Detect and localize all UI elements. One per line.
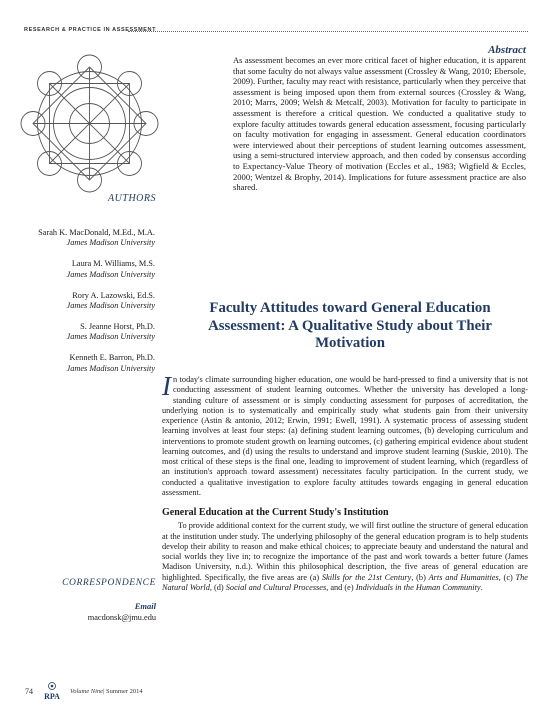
- area-e: Individuals in the Human Community: [355, 582, 481, 592]
- section-end: .: [480, 582, 483, 592]
- author-affiliation: James Madison University: [66, 238, 155, 248]
- area-d: Social and Cultural Processes: [225, 582, 327, 592]
- volume-label: Volume Nine: [70, 687, 104, 695]
- email-link[interactable]: macdonsk@jmu.edu: [87, 613, 156, 622]
- issue-label: | Summer 2014: [103, 687, 143, 695]
- correspondence-heading: CORRESPONDENCE: [62, 578, 156, 588]
- area-b: Arts and Humanities: [428, 572, 499, 582]
- sep-c: , (c): [498, 572, 516, 582]
- author-name: Kenneth E. Barron, Ph.D.: [69, 353, 155, 363]
- author-name: Rory A. Lazowski, Ed.S.: [72, 290, 155, 300]
- author-entry: [20, 228, 155, 249]
- rpa-logo-text: RPA: [44, 692, 60, 701]
- author-affiliation: James Madison University: [66, 363, 155, 373]
- section-heading: General Education at the Current Study's Institution: [162, 507, 389, 518]
- area-c: The Natural World: [162, 572, 528, 592]
- sep-b: , (b): [411, 572, 429, 582]
- running-head: RESEARCH & PRACTICE IN ASSESSMENT: [24, 27, 157, 33]
- article-title: Faculty Attitudes toward General Education Assessment: A Qualitative Study about Their Motivation: [208, 300, 492, 351]
- intro-paragraph: In today's climate surrounding higher education, one would be hard-pressed to find a university that is not conducting assessment of student learning outcomes. Whether the university has developed a long-standing culture of assessment or is simply conducting assessment for purposes of accreditation, the underlying notion is to systematically and empirically study what students gain from their university experience (Astin & antonio, 2012; Erwin, 1991; Ewell, 1991). A systematic process of assessing student learning involves at least four steps: (a) defining student learning outcomes, (b) developing curriculum and interventions to promote student growth on learning outcomes, (c) gathering empirical evidence about student learning outcomes, and (d) using the results to understand and improve student learning (Suskie, 2010). The most critical of these steps is the final one, leading to improvement of student learning, which (regardless of an institution's approach toward assessment) necessitates faculty participation. In the current study, we conducted a qualitative investigation to explore faculty attitudes towards engaging in general education assessment.: [162, 371, 528, 497]
- sep-d: , (d): [209, 582, 226, 592]
- author-entry: [20, 322, 155, 343]
- abstract-text: As assessment becomes an ever more critical facet of higher education, it is apparent that some faculty do not always value assessment (Crossley & Wang, 2010; Ebersole, 2009). Further, faculty may react with resistance, particularly when they perceive that assessment is being imposed upon them from external sources (Crossley & Wang, 2010; Marrs, 2009; Welsh & Metcalf, 2003). Motivation for faculty to participate in assessment is therefore a critical question. We conducted a qualitative study to explore faculty attitudes towards general education assessment, focusing particularly on faculty motivation for engaging in assessment. General education coordinators were interviewed about their perceptions of student learning outcomes assessment, using a semi-structured interview approach, and then coded by consensus according to Expectancy-Value Theory of motivation (Eccles et al., 1983; Wigfield & Eccles, 2000; Wentzel & Brophy, 2014). Implications for future assessment practice are also shared.: [233, 55, 526, 193]
- email-label: Email: [134, 601, 156, 611]
- author-entry: [20, 259, 155, 280]
- author-name: Laura M. Williams, M.S.: [71, 259, 155, 269]
- author-affiliation: James Madison University: [66, 332, 155, 342]
- author-name: Sarah K. MacDonald, M.Ed., M.A.: [38, 228, 155, 237]
- author-name: S. Jeanne Horst, Ph.D.: [80, 321, 155, 331]
- page-number: 74: [25, 686, 33, 696]
- author-entry: [20, 291, 155, 312]
- header-rule: [128, 31, 528, 32]
- section-text: To provide additional context for the current study, we will first outline the structure of general education at the institution under study. The underlying philosophy of the general education program is to help students develop their ability to reason and make ethical choices; to appreciate beauty and understand the natural and social worlds they live in; to recognize the importance of the past and work towards a better future (James Madison University, n.d.). Within this philosophical description, the five areas of general education are highlighted. Specifically, the five areas are (a): [162, 521, 528, 582]
- rpa-logo-icon: [38, 681, 66, 701]
- author-affiliation: James Madison University: [66, 269, 155, 279]
- author-list: [20, 228, 155, 385]
- area-a: Skills for the 21st Century: [321, 572, 412, 582]
- sep-e: , and (e): [326, 582, 356, 592]
- author-entry: [20, 353, 155, 374]
- page-footer: [25, 681, 143, 701]
- author-affiliation: James Madison University: [66, 301, 155, 311]
- article-body: [162, 371, 528, 593]
- section-paragraph: [162, 521, 528, 593]
- abstract-title: Abstract: [488, 44, 526, 56]
- geometric-logo-icon: [18, 52, 161, 195]
- authors-heading: AUTHORS: [108, 193, 156, 204]
